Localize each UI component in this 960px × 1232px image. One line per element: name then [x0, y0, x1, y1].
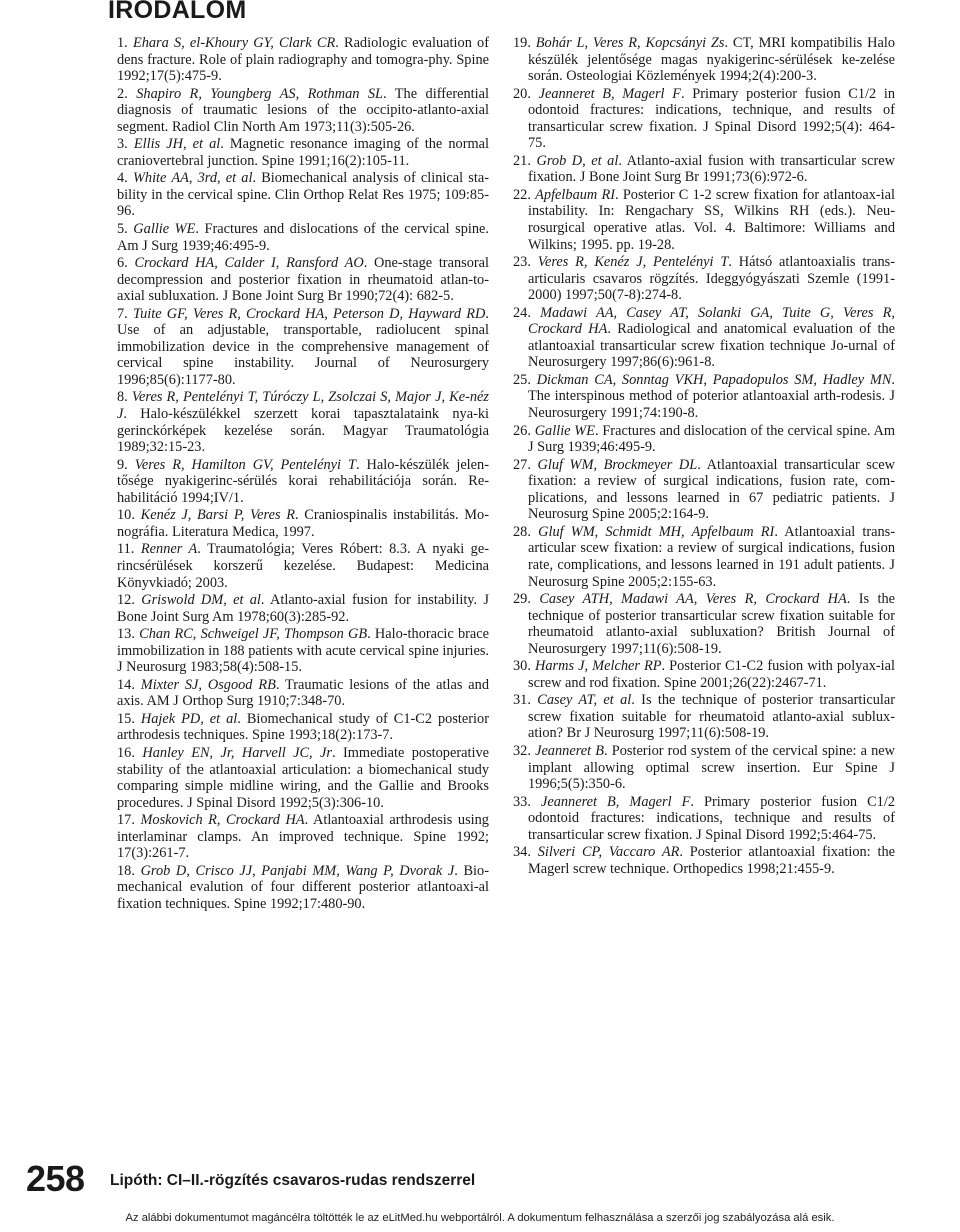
reference-authors: Renner A [140, 541, 198, 558]
reference-text: . Posterior rod system of the cervical spine: a new implant allowing optimal screw insertion. Eur Spine J 1996;5(5):350-6. [528, 742, 895, 793]
reference-text: . CT, MRI kompatibilis Halo készülék jelentősége magas nyakigerinc-sérülések ke-zelése során. Osteologiai Közlemények 1994;2(4):200-3. [528, 35, 895, 85]
reference-text: . The differential diagnosis of traumatic lesions of the occipito-atlanto-axial segment. Radiol Clin North Am 1973;11(3):505-26. [117, 85, 489, 135]
reference-item [117, 457, 489, 507]
reference-item [513, 423, 895, 456]
reference-number: 12. [117, 592, 135, 609]
page-title: IRODALOM [108, 0, 247, 24]
reference-number: 19. [513, 35, 531, 51]
reference-text: . Posterior C 1-2 screw fixation for atlantoax-ial instability. In: Rengachary SS, Wilkins RH (eds.). Neu-rosurgical operative atlas. Vol. 4. Baltimore: Williams and Wilkins; 1995. pp. 19-28. [528, 186, 895, 253]
reference-item [513, 794, 895, 844]
reference-text: . Bio-mechanical evalution of four different posterior atlantoaxi-al fixation techniques. Spine 1992;17:480-90. [117, 862, 489, 912]
reference-text: . Atlantoaxial trans-articular scew fixation: a review of surgical indications, fusion rate, complications, and lessons learned in 191 adult patients. J Neurosurg Spine 2005;2:155-63. [528, 523, 895, 590]
reference-text: . Atlanto-axial fusion with transarticular screw fixation. J Bone Joint Surg Br 1991;73(6):972-6. [528, 152, 895, 186]
reference-number: 22. [513, 186, 531, 203]
reference-authors: Hanley EN, Jr, Harvell JC, Jr [142, 744, 332, 761]
reference-item [513, 457, 895, 523]
reference-item [513, 187, 895, 253]
reference-item [513, 254, 895, 304]
reference-authors: Gluf WM, Brockmeyer DL [537, 456, 698, 473]
reference-item [117, 863, 489, 913]
reference-number: 20. [513, 85, 531, 102]
reference-authors: Mixter SJ, Osgood RB [140, 676, 276, 693]
reference-item [117, 677, 489, 710]
reference-authors: Jeanneret B [535, 742, 604, 759]
reference-number: 21. [513, 152, 531, 169]
reference-number: 18. [117, 862, 135, 879]
reference-authors: Griswold DM, et al [141, 592, 261, 609]
reference-number: 4. [117, 170, 128, 187]
reference-number: 15. [117, 710, 135, 727]
reference-text: . One-stage transoral decompression and posterior fixation in rheumatoid atlan-to-axial subluxation. J Bone Joint Surg Br 1990;72(4): 682-5. [117, 255, 490, 305]
reference-authors: Chan RC, Schweigel JF, Thompson GB [139, 626, 368, 643]
reference-number: 27. [513, 456, 531, 473]
reference-number: 5. [117, 221, 128, 238]
reference-item [117, 221, 489, 254]
download-notice: Az alábbi dokumentumot magáncélra töltötték le az eLitMed.hu webportálról. A dokumentum felhasználása a szerzői jog szabályozása alá esik. [125, 1212, 835, 1224]
reference-number: 11. [117, 541, 135, 558]
references-left-column [117, 35, 489, 913]
reference-item [513, 658, 895, 691]
reference-number: 28. [513, 523, 531, 540]
reference-text: . Traumatic lesions of the atlas and axis. AM J Orthop Surg 1910;7:348-70. [117, 676, 489, 710]
reference-item [117, 541, 489, 591]
reference-text: . Is the technique of posterior transarticular screw fixation suitable for rheumatoid atlanto-axial sublux-ation? Br J Neurosurg 1997;11(6):508-19. [528, 692, 896, 742]
reference-authors: Moskovich R, Crockard HA [140, 812, 305, 829]
running-title: Lipóth: CI–II.-rögzítés csavaros-rudas rendszerrel [110, 1172, 476, 1189]
reference-item [513, 86, 895, 152]
reference-authors: Harms J, Melcher RP [535, 658, 662, 675]
reference-authors: Jeanneret B, Magerl F [540, 793, 691, 810]
reference-authors: Crockard HA, Calder I, Ransford AO [134, 255, 364, 272]
reference-item [117, 592, 489, 625]
reference-authors: Veres R, Pentelényi T, Túróczy L, Zsolczai S, Major J, Ke-néz J [117, 389, 489, 423]
reference-number: 2. [117, 85, 128, 102]
reference-item [513, 844, 895, 877]
reference-item [117, 35, 489, 85]
reference-number: 32. [513, 742, 531, 759]
reference-authors: Bohár L, Veres R, Kopcsányi Zs [535, 35, 725, 51]
reference-item [117, 507, 489, 540]
reference-item [117, 136, 489, 169]
reference-number: 8. [117, 389, 128, 406]
reference-item [513, 305, 895, 371]
reference-number: 1. [117, 35, 128, 51]
reference-number: 10. [117, 507, 135, 524]
reference-authors: Veres R, Hamilton GV, Pentelényi T [134, 456, 356, 473]
reference-text: . Atlanto-axial fusion for instability. J Bone Joint Surg Am 1978;60(3):285-92. [117, 592, 489, 625]
reference-text: . Fractures and dislocation of the cervical spine. Am J Surg 1939;46:495-9. [528, 422, 895, 456]
reference-item [513, 153, 895, 186]
reference-number: 3. [117, 136, 128, 153]
reference-number: 31. [513, 692, 531, 709]
reference-item [117, 711, 489, 744]
reference-text: . Halo-készülékkel szerzett korai tapasztalataink nya-ki gerinckórképek kezelése során. Magyar Traumatológia 1989;32:15-23. [117, 406, 489, 456]
reference-authors: Grob D, et al [536, 152, 619, 169]
reference-text: . The interspinous method of poterior atlantoaxial arth-rodesis. J Neurosurgery 1991;74:190-8. [528, 371, 895, 422]
reference-authors: Shapiro R, Youngberg AS, Rothman SL [136, 85, 384, 102]
reference-number: 34. [513, 844, 531, 861]
reference-item [513, 591, 895, 657]
reference-item [117, 170, 489, 220]
reference-item [513, 692, 895, 742]
reference-item [117, 255, 489, 305]
reference-text: . Radiologic evaluation of dens fracture. Role of plain radiography and tomogra-phy. Spine 1992;17(5):475-9. [117, 35, 489, 85]
reference-authors: Tuite GF, Veres R, Crockard HA, Peterson D, Hayward RD [132, 305, 486, 322]
reference-number: 33. [513, 793, 531, 810]
reference-text: . Atlantoaxial arthrodesis using interlaminar clamps. An improved technique. Spine 1992; 17(3):261-7. [117, 812, 489, 862]
reference-item [513, 743, 895, 793]
reference-number: 17. [117, 812, 135, 829]
reference-item [117, 306, 489, 389]
reference-text: . Fractures and dislocations of the cervical spine. Am J Surg 1939;46:495-9. [117, 221, 489, 254]
reference-authors: Dickman CA, Sonntag VKH, Papadopulos SM, Hadley MN [536, 371, 892, 388]
reference-text: . Halo-készülék jelen-tősége nyakigerinc-sérülés korai rehabilitációja során. Re-habilitáció 1994;IV/1. [117, 456, 489, 506]
reference-authors: Casey AT, et al [537, 692, 632, 709]
reference-authors: Grob D, Crisco JJ, Panjabi MM, Wang P, Dvorak J [140, 862, 455, 879]
reference-authors: Gallie WE [133, 221, 196, 238]
reference-text: . Traumatológia; Veres Róbert: 8.3. A nyaki ge-rincsérülések korszerű kezelése. Budapest: Medicina Könyvkiadó; 2003. [117, 541, 489, 591]
reference-number: 26. [513, 422, 531, 439]
reference-number: 7. [117, 305, 128, 322]
reference-text: . Posterior C1-C2 fusion with polyax-ial screw and rod fixation. Spine 2001;26(22):2467-71. [528, 658, 896, 691]
reference-authors: Ellis JH, et al [133, 136, 221, 153]
reference-text: . Is the technique of posterior transarticular screw fixation suitable for rheumatoid atlanto-axial subluxation? British Journal of Neurosurgery 1997;11(6):508-19. [528, 591, 895, 657]
reference-authors: Gluf WM, Schmidt MH, Apfelbaum RI [538, 523, 775, 540]
reference-text: . Primary posterior fusion C1/2 in odontoid fractures: indications, technique, and results of transarticular screw fixation. J Spinal Disord 1992;5(4): 464-75. [528, 85, 895, 152]
reference-number: 29. [513, 591, 531, 608]
reference-item [117, 626, 489, 676]
reference-authors: Jeanneret B, Magerl F [538, 85, 681, 102]
reference-text: . Halo-thoracic brace immobilization in 188 patients with acute cervical spine injuries. J Neurosurg 1983;58(4):508-15. [117, 626, 490, 676]
reference-number: 25. [513, 371, 531, 388]
reference-text: . Radiological and anatomical evaluation of the atlantoaxial transarticular screw fixation technique Jo-urnal of Neurosurgery 1997;86(6):961-8. [528, 321, 895, 371]
reference-authors: Silveri CP, Vaccaro AR [537, 844, 680, 861]
references-right-column [513, 35, 895, 878]
reference-item [117, 86, 489, 136]
reference-authors: Apfelbaum RI [535, 186, 616, 203]
reference-text: . Hátsó atlantoaxialis trans-articularis csavaros rögzítés. Ideggyógyászati Szemle (1991-2000) 1997;50(7-8):274-8. [528, 254, 895, 304]
reference-authors: Kenéz J, Barsi P, Veres R [140, 507, 296, 524]
reference-authors: Casey ATH, Madawi AA, Veres R, Crockard HA [539, 591, 847, 608]
reference-item [513, 524, 895, 590]
reference-item [117, 389, 489, 455]
reference-text: . Magnetic resonance imaging of the normal craniovertebral junction. Spine 1991;16(2):105-11. [117, 136, 489, 169]
reference-number: 6. [117, 255, 128, 272]
reference-authors: Ehara S, el-Khoury GY, Clark CR [132, 35, 336, 51]
reference-authors: Hajek PD, et al [140, 710, 238, 727]
reference-number: 9. [117, 456, 128, 473]
reference-number: 14. [117, 676, 135, 693]
reference-text: . Immediate postoperative stability of the atlantoaxial articulation: a biomechanical study comparing simple midline wiring, and the Gallie and Brooks procedures. J Spinal Disord 1992;5(3):306-10. [117, 744, 489, 811]
reference-item [117, 745, 489, 811]
reference-text: . Use of an adjustable, transportable, radiolucent spinal immobilization device in the comprehensive management of cervical spine instability. Journal of Neurosurgery 1996;85(6):1177-80. [117, 305, 489, 388]
reference-text: . Atlantoaxial transarticular scew fixation: a review of surgical indications, fusion rate, com-plications, and lessons learned in 67 pediatric patients. J Neurosurg Spine 2005;2:164-9. [528, 456, 895, 523]
reference-number: 16. [117, 744, 135, 761]
reference-item [513, 35, 895, 85]
page-number: 258 [26, 1158, 85, 1199]
reference-number: 23. [513, 254, 531, 271]
reference-text: . Posterior atlantoaxial fixation: the Magerl screw technique. Orthopedics 1998;21:455-9. [528, 844, 895, 877]
reference-text: . Biomechanical study of C1-C2 posterior arthrodesis techniques. Spine 1993;18(2):173-7. [117, 710, 489, 744]
reference-item [513, 372, 895, 422]
reference-number: 30. [513, 658, 531, 675]
reference-authors: Gallie WE [534, 422, 595, 439]
reference-authors: White AA, 3rd, et al [132, 170, 253, 187]
reference-authors: Madawi AA, Casey AT, Solanki GA, Tuite G, Veres R, Crockard HA [528, 304, 895, 338]
reference-text: . Primary posterior fusion C1/2 odontoid fractures: indications, technique and results of transarticular screw fixation. J Spinal Disord 1992;5:464-75. [528, 793, 896, 843]
reference-number: 13. [117, 626, 135, 643]
reference-authors: Veres R, Kenéz J, Pentelényi T [537, 254, 729, 271]
reference-text: . Biomechanical analysis of clinical sta-bility in the cervical spine. Clin Orthop Relat Res 1975; 109:85-96. [117, 170, 490, 220]
reference-text: . Craniospinalis instabilitás. Mo-nográfia. Literatura Medica, 1997. [117, 507, 489, 540]
reference-number: 24. [513, 304, 531, 321]
reference-item [117, 812, 489, 862]
